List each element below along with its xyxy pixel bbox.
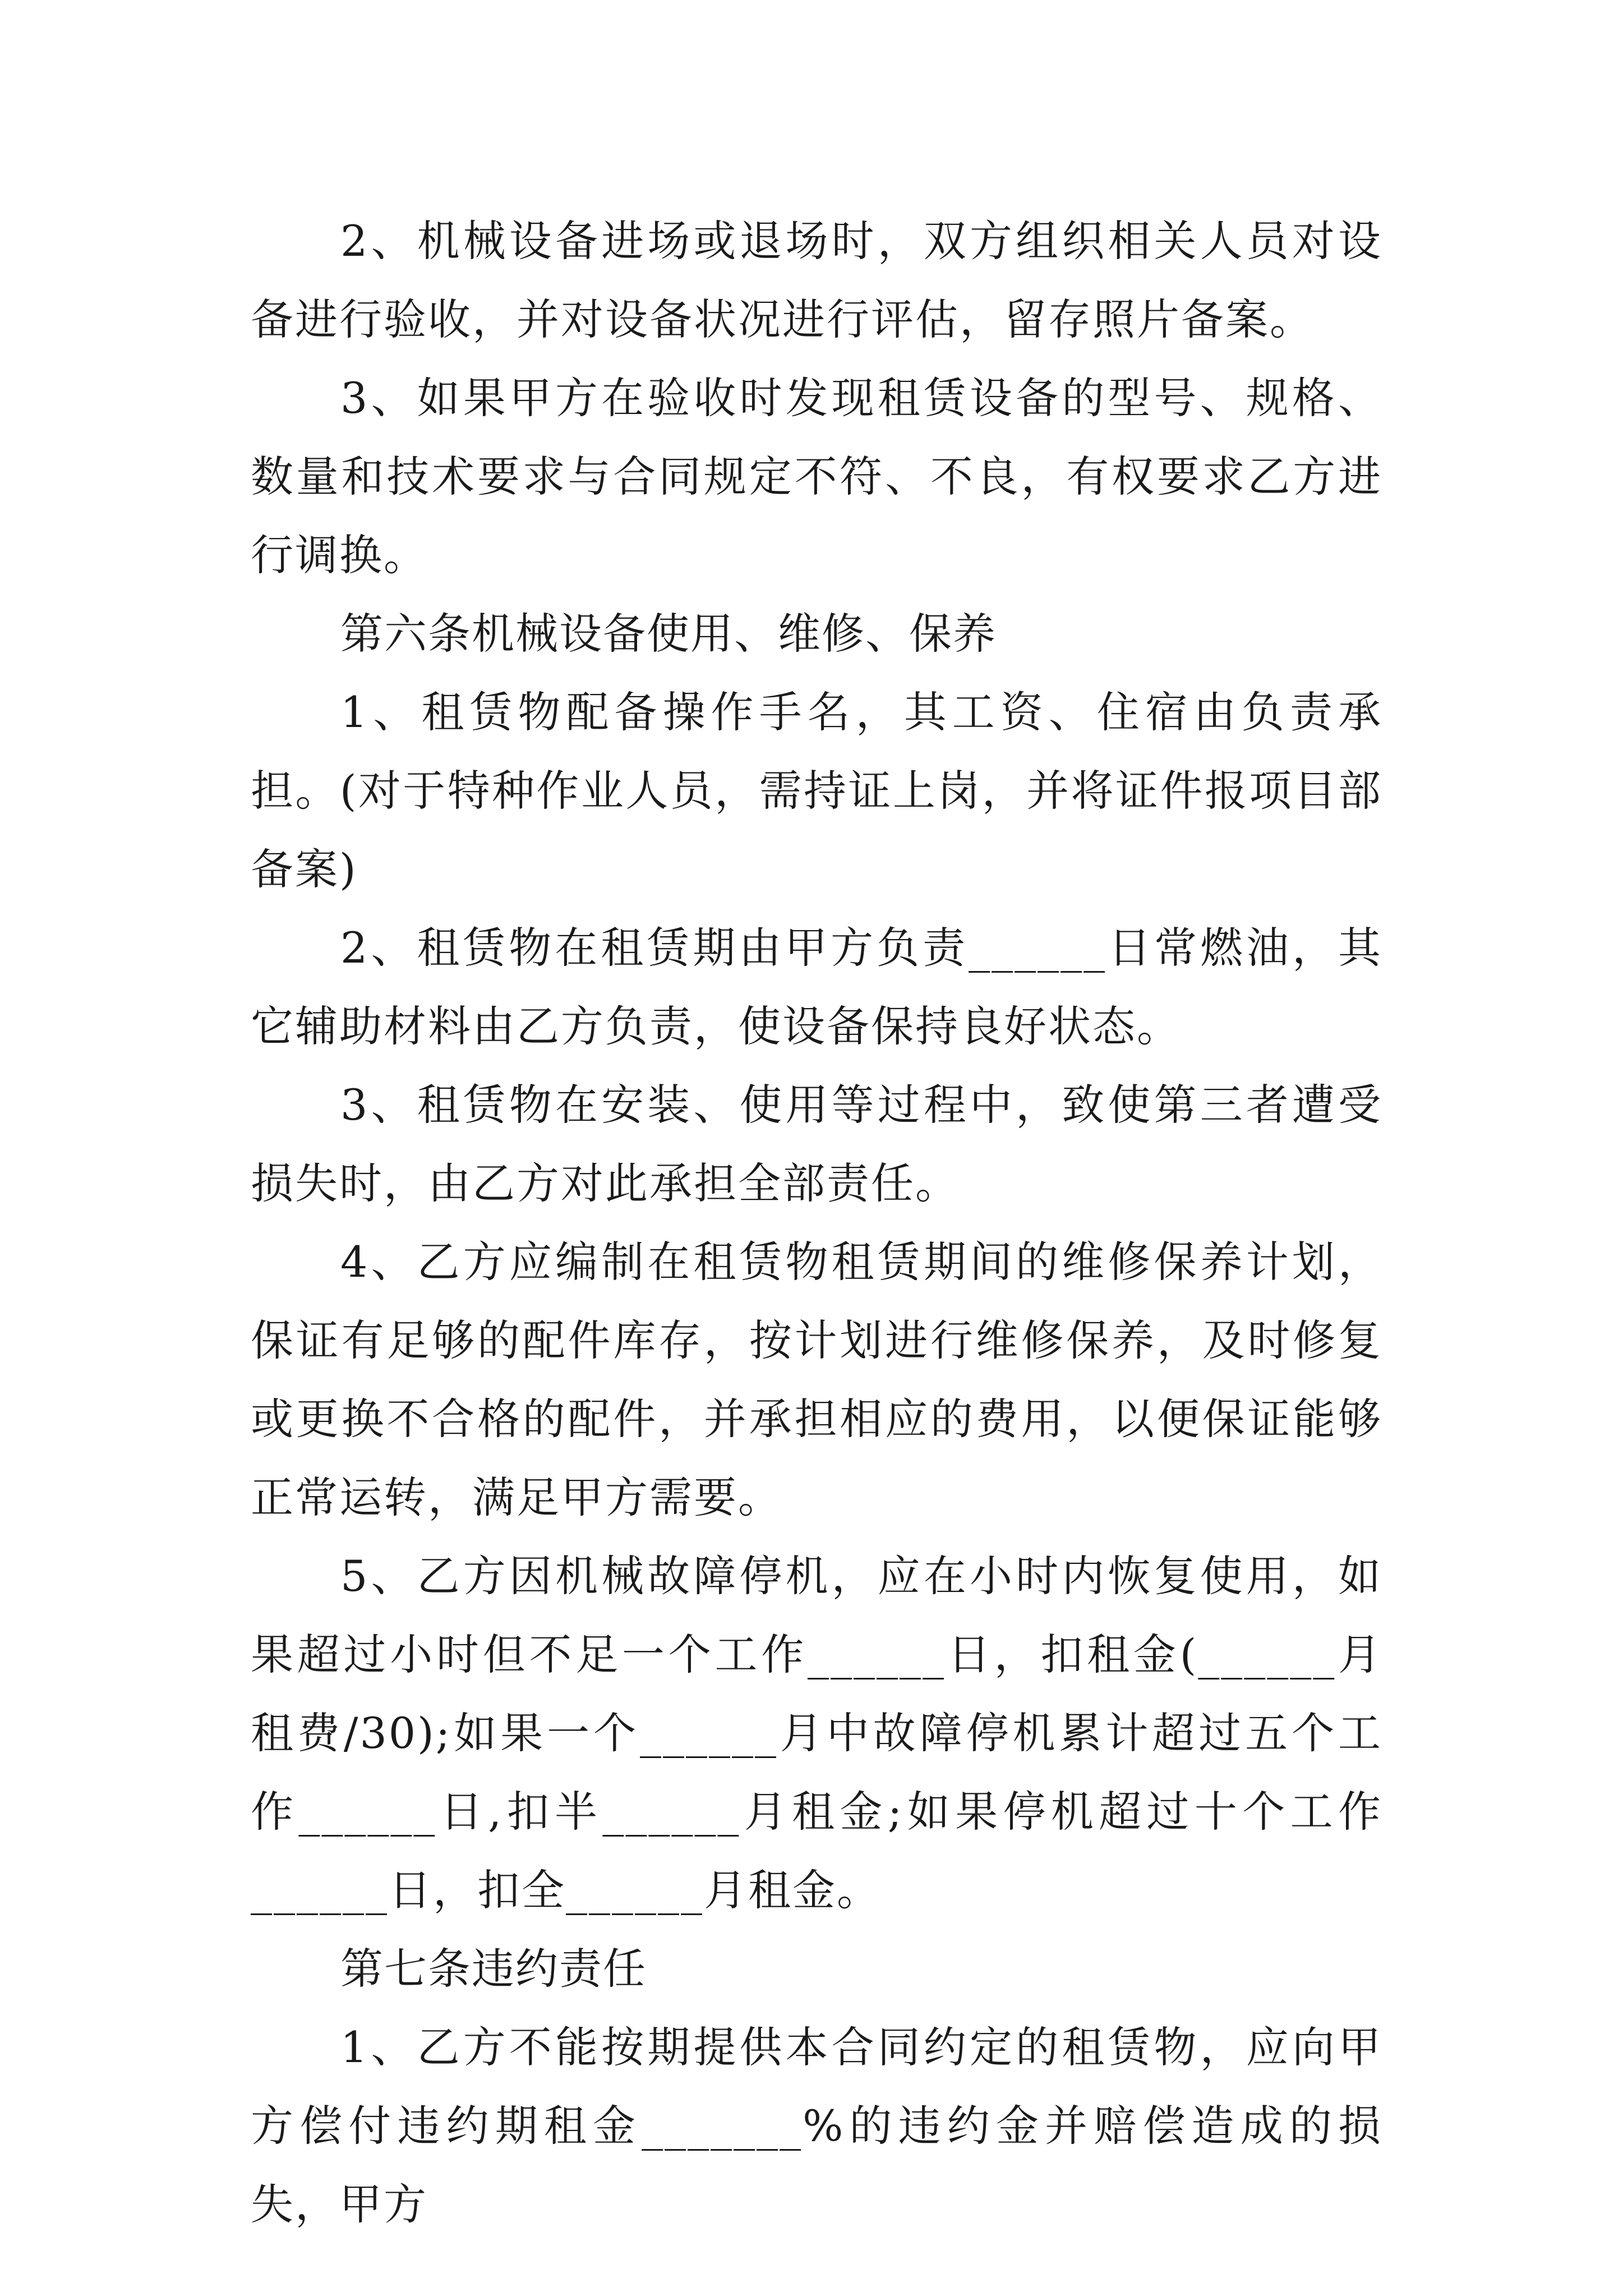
paragraph-7-1: 1、乙方不能按期提供本合同约定的租赁物，应向甲方偿付违约期租金_______%的违约金并赔偿造成的损失，甲方: [251, 2022, 1382, 2229]
article-7-heading: 第七条违约责任: [340, 1944, 647, 1994]
paragraph-6-5: 5、乙方因机械故障停机，应在小时内恢复使用，如果超过小时但不足一个工作______日，扣租金(______月租费/30);如果一个______月中故障停机累计超过五个工作______日,扣半______月租金;如果停机超过十个工作______日，扣全______月租金。: [251, 1551, 1382, 1915]
paragraph-6-3: 3、租赁物在安装、使用等过程中，致使第三者遭受损失时，由乙方对此承担全部责任。: [251, 1080, 1382, 1208]
article-6-heading: 第六条机械设备使用、维修、保养: [340, 609, 997, 659]
paragraph-6-1: 1、租赁物配备操作手名，其工资、住宿由负责承担。(对于特种作业人员，需持证上岗，并将证件报项目部备案): [251, 687, 1382, 894]
paragraph-6-4: 4、乙方应编制在租赁物租赁期间的维修保养计划，保证有足够的配件库存，按计划进行维修保养，及时修复或更换不合格的配件，并承担相应的费用，以便保证能够正常运转，满足甲方需要。: [251, 1237, 1382, 1522]
paragraph-5-3: 3、如果甲方在验收时发现租赁设备的型号、规格、数量和技术要求与合同规定不符、不良，有权要求乙方进行调换。: [251, 373, 1382, 580]
paragraph-5-2: 2、机械设备进场或退场时，双方组织相关人员对设备进行验收，并对设备状况进行评估，留存照片备案。: [251, 216, 1382, 344]
paragraph-6-2: 2、租赁物在租赁期由甲方负责______日常燃油，其它辅助材料由乙方负责，使设备保持良好状态。: [251, 923, 1382, 1051]
document-body: [251, 202, 1382, 2244]
